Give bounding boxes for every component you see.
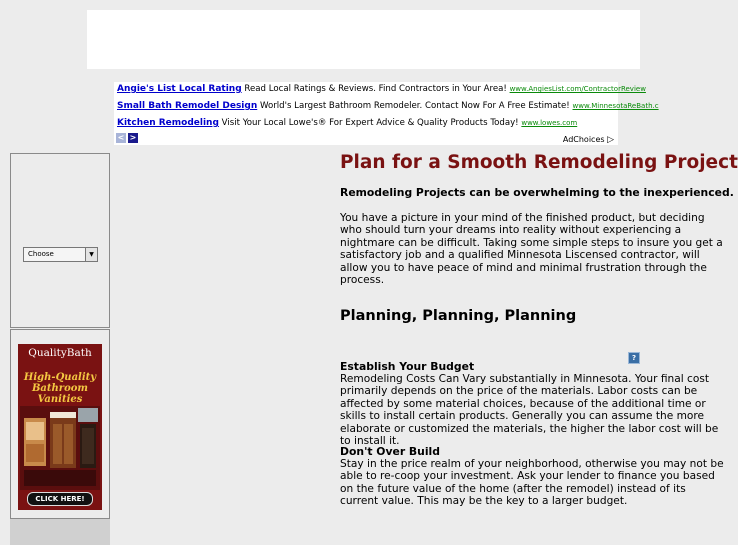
adchoices-link[interactable] [563,134,614,146]
qualitybath-logo: QualityBath [28,347,92,359]
text-ad-block [114,82,659,145]
sidebar-bottom-block [10,519,110,545]
tagline-line: High-Quality [23,372,97,383]
intro-paragraph: You have a picture in your mind of the finished product, but deciding who should turn your dreams into reality without experiencing a nightmare can be difficult. Taking some simple steps to insure you get a satisfactory job and a qualified Minnesota Liscensed contractor, will allow you to have peace of mind and minimal frustration through the process. [340,212,723,287]
sidebar-ad-frame [10,329,110,519]
tagline-line: Vanities [37,394,83,405]
budget-paragraph: Remodeling Costs Can Vary substantially in Minnesota. Your final cost primarily depends on the price of the materials. Labor costs can be affected by some material choices, because of the additional time or skills to install certain products. Generally you can assume the more elaborate or customized the materials, the higher the labor cost will be to install it. [340,373,719,448]
ad-url-link[interactable]: www.lowes.com [521,119,578,127]
qualitybath-ad[interactable] [18,344,102,510]
page-subtitle: Remodeling Projects can be overwhelming to the inexperienced. [340,186,734,199]
ad-description: Read Local Ratings & Reviews. Find Contractors in Your Area! [241,84,510,94]
sidebar-nav-box [10,153,110,328]
select-value: Choose [28,250,54,258]
section-heading: Planning, Planning, Planning [340,308,577,324]
chevron-down-icon[interactable]: ▼ [85,248,97,261]
top-banner-ad[interactable] [87,10,640,69]
overbuild-paragraph: Stay in the price realm of your neighborhood, otherwise you may not be able to re-coop your investment. Ask your lender to finance you based on the future value of the home (after the remodel) instead of its current value. This may be the key to a larger budget. [340,458,724,508]
page-title: Plan for a Smooth Remodeling Project [340,152,738,173]
ad-description: World's Largest Bathroom Remodeler. Contact Now For A Free Estimate! [257,101,573,111]
ad-row[interactable] [117,100,659,112]
page-select-dropdown[interactable] [23,247,98,262]
ad-row[interactable] [117,117,577,129]
adchoices-label: AdChoices [562,135,605,144]
help-icon[interactable]: ? [628,352,640,364]
adchoices-icon: ▷ [607,135,614,145]
ad-row[interactable] [117,83,646,95]
ad-url-link[interactable]: www.AngiesList.com/ContractorReview [509,85,646,93]
vanity-image [20,406,100,490]
ad-title-link[interactable]: Kitchen Remodeling [117,118,219,128]
click-here-button[interactable]: CLICK HERE! [27,492,93,506]
budget-heading: Establish Your Budget [340,360,475,373]
ad-url-link[interactable]: www.MinnesotaReBath.c [572,102,659,110]
qualitybath-tagline [18,372,102,405]
ad-title-link[interactable]: Small Bath Remodel Design [117,101,258,111]
ad-pager [116,133,140,145]
ad-prev-button[interactable]: < [117,133,125,142]
overbuild-heading: Don't Over Build [340,445,440,458]
tagline-line: Bathroom [31,383,88,394]
ad-title-link[interactable]: Angie's List Local Rating [117,84,242,94]
ad-next-button[interactable]: > [129,133,137,142]
ad-description: Visit Your Local Lowe's® For Expert Advice & Quality Products Today! [218,118,522,128]
